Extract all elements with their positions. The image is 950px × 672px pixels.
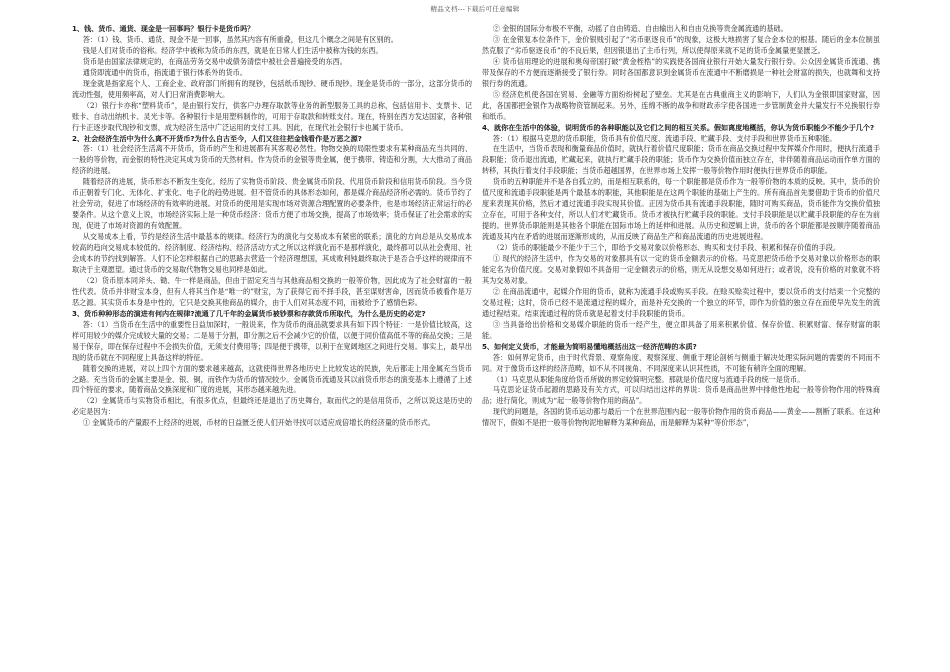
paragraph: （1）马克思从职能角度给货币所做的界定较简明完整。那就是价值尺度与流通手段的统一是货币。 xyxy=(492,374,805,384)
question-heading: 3、货币种种形态的演进有何内在规律?流通了几千年的金属货币被钞票和存款货币所取代，为什么是历史的必定? xyxy=(72,308,426,318)
paragraph: 在生活中，当货币表现和衡量商品价值时，就执行着价值尺度职能；货币在商品交换过程中发挥媒介作用时，便执行流通手段职能；货币退出流通，贮藏起来，就执行贮藏手段的职能；货币作为交换价值而独立存在，非伴随着商品运动而作单方面的转移，其执行着支付手段职能；当货币超越国界，在世界市场上发挥一般等价物作用时便执行世界货币的职能。 xyxy=(482,144,880,176)
paragraph: ① 现代的经济生活中，作为交易的对象都具有以一定的货币金额表示的价格。马克思把货币给予交易对象以价格形态的职能定名为价值尺度。交易对象假如不具备用一定金额表示的价格，则无从设想交易如何进行；或者说，没有价格的对象就不将其为交易对象。 xyxy=(482,254,880,285)
paragraph: 货币的五种职能并不是各自孤立的，而是相互联系的，每一个职能都是货币作为一般等价物的本质的反映。其中，货币的价值尺度和流通手段职能是两个最基本的职能，其他职能是在这两个职能的基础上产生的。所有商品首先要借助于货币的价值尺度来表现其价格，然后才通过流通手段实现其价值。正因为货币具有流通手段职能，随时可购买商品，货币能作为交换价值独立存在，可用于各种支付，所以人们才贮藏货币。货币才被执行贮藏手段的职能。支付手段职能是以贮藏手段职能的存在为前提的。世界货币职能则是其他各个职能在国际市场上的延伸和进展。从历史和逻辑上讲，货币的各个职能都是按顺序随着商品流通及其内在矛盾的进展而逐渐形成的，从而反映了商品生产和商品流通的历史进展进程。 xyxy=(482,177,880,242)
paragraph: 答：（1）社会经济生活离不开货币，货币的产生和进展都有其客观必然性。物物交换的局限性要求有某种商品充当共同的、一般的等价物，而金银的特性决定其成为货币的天然材料。作为货币的金银等贵金属，便于携带、铸造和分割，大大推动了商品经济的进展。 xyxy=(72,144,472,176)
paragraph: 现代的问题是，各国的货币运动都与最后一个在世界范围内起一般等价物作用的货币商品——黄金——割断了联系。在这种情况下，假如不是把一般等价物拘泥地解释为某种商品，而是解释为某种“等价形态”， xyxy=(482,407,880,428)
paragraph: 随着经济的进展，货币形态不断发生变化。经历了实物货币阶段、贵金属货币阶段、代用货币阶段和信用货币阶段。当今货币正朝着专门化、无体化、扩张化、电子化的趋势进展。但不管货币的具体形态如何，都是媒介商品经济所必需的。货币节约了社会劳动，促进了市场经济的有效率的进展。对货币的使用是实现市场对资源合理配置的必要条件，也是市场经济正常运行的必要条件。从这个意义上说，市场经济实际上是一种货币经济：货币方便了市场交换，提高了市场效率；货币保证了社会需求的实现，促进了市场对资源的有效配置。 xyxy=(72,177,472,231)
paragraph: （2）金属货币与实物货币相比，有很多优点，但最终还是退出了历史舞台，取而代之的是信用货币，之所以说这是历史的必定是因为： xyxy=(72,396,472,417)
right-column xyxy=(482,24,880,668)
question-heading: 2、社会经济生活中为什么离不开货币?为什么自古至今，人们又往往把金钱看作是万恶之源? xyxy=(72,133,362,143)
paragraph: ⑤ 经济危机使各国在贸易、金融等方面纷纷树起了壁垒。尤其是在古典重商主义的影响下，人们认为金银即国家财富，因此，各国都把金银作为战略物资管制起来。另外，连绵不断的战争和财政赤字使各国进一步管制黄金并大量发行不兑换银行券和纸币。 xyxy=(482,89,880,121)
paragraph: 随着交换的进展，对以上四个方面的要求越来越高，这就使得世界各地历史上比较发达的民族，先后都走上用金属充当货币之路。充当货币的金属主要是金、银、铜，而铁作为货币的情况较少。金属货币流通及其以前货币形态的演变基本上遵循了上述四个特征的要求，随着商品交换深度和广度的进展，其形态越来越先进。 xyxy=(72,363,472,395)
paragraph: （2）货币的职能最少不能少于三个，即给予交易对象以价格形态、购买和支付手段、积累和保存价值的手段。 xyxy=(492,243,841,253)
paragraph: ④ 货币信用理论的进展和奥匈帝国打破“黄金桎梏”的实践使各国商业银行开始大量发行银行券。公众因金属货币流通、携带及保存的不方便而逐渐接受了银行券。同时各国都意识到金属货币在流通中不断磨损是一种社会财富的损失，也就舞和支持银行券的流通。 xyxy=(482,56,880,88)
left-column xyxy=(72,24,472,668)
question-heading: 5、如何定义货币，才能最为简明易懂地概括出这一经济范畴的本质? xyxy=(482,341,697,351)
paragraph: 答：（1）钱、货币、通货、现金不是一回事，虽然其内容有所重叠，但这几个概念之间是有区别的。 xyxy=(82,34,398,44)
paragraph: （2）货币原本同斧头、锄、牛一样是商品，但由于固定充当与其他商品相交换的一般等价物，因此成为了社会财富的一般性代表。货币并非财宝本身，但有人将其当作是“唯一的”财宝，为了获得它而不择手段，甚至谋财害命，因而货币被看作是万恶之源。其实货币本身是中性的，它只是交换其他商品的媒介，由于人们对其态度不同，而被给予了感情色彩。 xyxy=(72,275,472,307)
paragraph: ① 金属货币的产量跟不上经济的进展，币材的日益匮乏使人们开始寻找可以适应成倍增长的经济量的货币形式。 xyxy=(82,418,435,428)
paragraph: ③ 当具备给出价格和交易媒介职能的货币一经产生，便立即具备了用来积累价值、保存价值、积累财富、保存财富的职能。 xyxy=(482,319,880,340)
paragraph: ③ 在金银复本位条件下，金价银贱引起了“劣币驱逐良币”的现象，这极大地损害了复合金本位的根基。随后的金本位制虽然克服了“劣币驱逐良币”的不良后果，但因银退出了主币行列，所以使得原来就不足的货币金属量更显匮乏。 xyxy=(482,34,880,55)
paragraph: 货币是由国家法律规定的，在商品劳务交易中或债务清偿中被社会普遍接受的东西。 xyxy=(82,56,347,66)
paragraph: ② 金银的国际分布极不平衡，动摇了自由铸造、自由输出入和自由兑换等贵金属流通的基础。 xyxy=(492,24,788,33)
paragraph: 马克思论证货币起源的思路及有关方式，可以归结出这样的界说：货币是商品世界中排他性地起一般等价物作用的特殊商品；进行简化，则成为“起一般等价物作用的商品”。 xyxy=(482,385,880,406)
paragraph: 钱是人们对货币的俗称。经济学中被称为货币的东西，就是在日常人们生活中被称为钱的东西。 xyxy=(82,45,383,55)
paragraph: 答：如何界定货币，由于时代背景、观察角度、观察深度、侧重于理论剖析与侧重于解决处理实际问题的需要的不同而不同。对于像货币这样的经济范畴，如不从不同视角、不同深度来认识其性质，不可能有稍许全面的理解。 xyxy=(482,352,880,373)
question-heading: 4、就你在生活中的体验，说明货币的各种职能以及它们之间的相互关系。假如离度地概括，你认为货币职能少不能少于几个? xyxy=(482,122,875,132)
question-heading: 1、钱、货币、通货、现金是一回事吗？银行卡是货币吗？ xyxy=(72,24,255,33)
paragraph: 答：（1）根据马克思的货币职能，货币具有价值尺度、流通手段、贮藏手段、支付手段和世界货币五种职能。 xyxy=(492,133,837,143)
paragraph: 从交易成本上看，节约是经济生活中最基本的规律。经济行为的演化与交易成本有紧密的联系；演化的方向总是从交易成本较高的趋向交易成本较低的。经济制度、经济结构、经济活动方式之所以这样演化而不是那样演化，最终都可以从社会费用、社会成本的节约找到解答。人们不论怎样根据自己的思路去营造一个经济理想国，其成败利钝最终取决于是否合乎这样的规律而不取决于主观愿望。通过货币的交易取代物物交易也同样是如此。 xyxy=(72,232,472,274)
paragraph: ② 在商品流通中，起媒介作用的货币，就称为流通手段或购买手段。在赊买赊卖过程中，要以货币的支付结束一个完整的交易过程；这时，货币已经不是流通过程的媒介，而是补充交换的一个独立的环节，即作为价值的独立存在而使早先发生的流通过程结束。结束流通过程的货币就是起着支付手段职能的货币。 xyxy=(482,286,880,318)
paragraph: 答：（1）当货币在生活中的重要性日益加深时，一般说来，作为货币的商品就要求具有如下四个特征：一是价值比较高，这样可用较少的媒介完成较大量的交易；二是易于分割，即分割之后不会减少它的价值，以便于同价值高低不等的商品交换；三是易于保存，即在保存过程中不会损失价值，无须支付费用等；四是便于携带，以利于在宽阔地区之间进行交易。事实上，最早出现的货币就在不同程度上具备这样的特征。 xyxy=(72,319,472,362)
paragraph: 现金就是指家庭个人、工商企业、政府部门所拥有的现钞，包括纸币现钞、硬币现钞。现金是货币的一部分，这部分货币的流动性强，使用频率高，对人们日常消费影响大。 xyxy=(72,78,472,99)
paragraph: 通货即流通中的货币，指流通于银行体系外的货币。 xyxy=(82,67,247,77)
page-header: 精品文档---下载后可任意编辑 xyxy=(430,5,520,13)
paragraph: （2）银行卡亦称“塑料货币”，是由银行发行，供客户办理存取款等业务的新型服务工具的总称，包括信用卡、支票卡、记账卡、自动出纳机卡、灵光卡等。各种银行卡是用塑料制作的，可用于存取款和转账支付。现在，特别在西方发达国家，各种银行卡正逐步取代现钞和支票，成为经济生活中广泛运用的支付工具。因此，在现代社会银行卡也属于货币。 xyxy=(72,100,472,132)
